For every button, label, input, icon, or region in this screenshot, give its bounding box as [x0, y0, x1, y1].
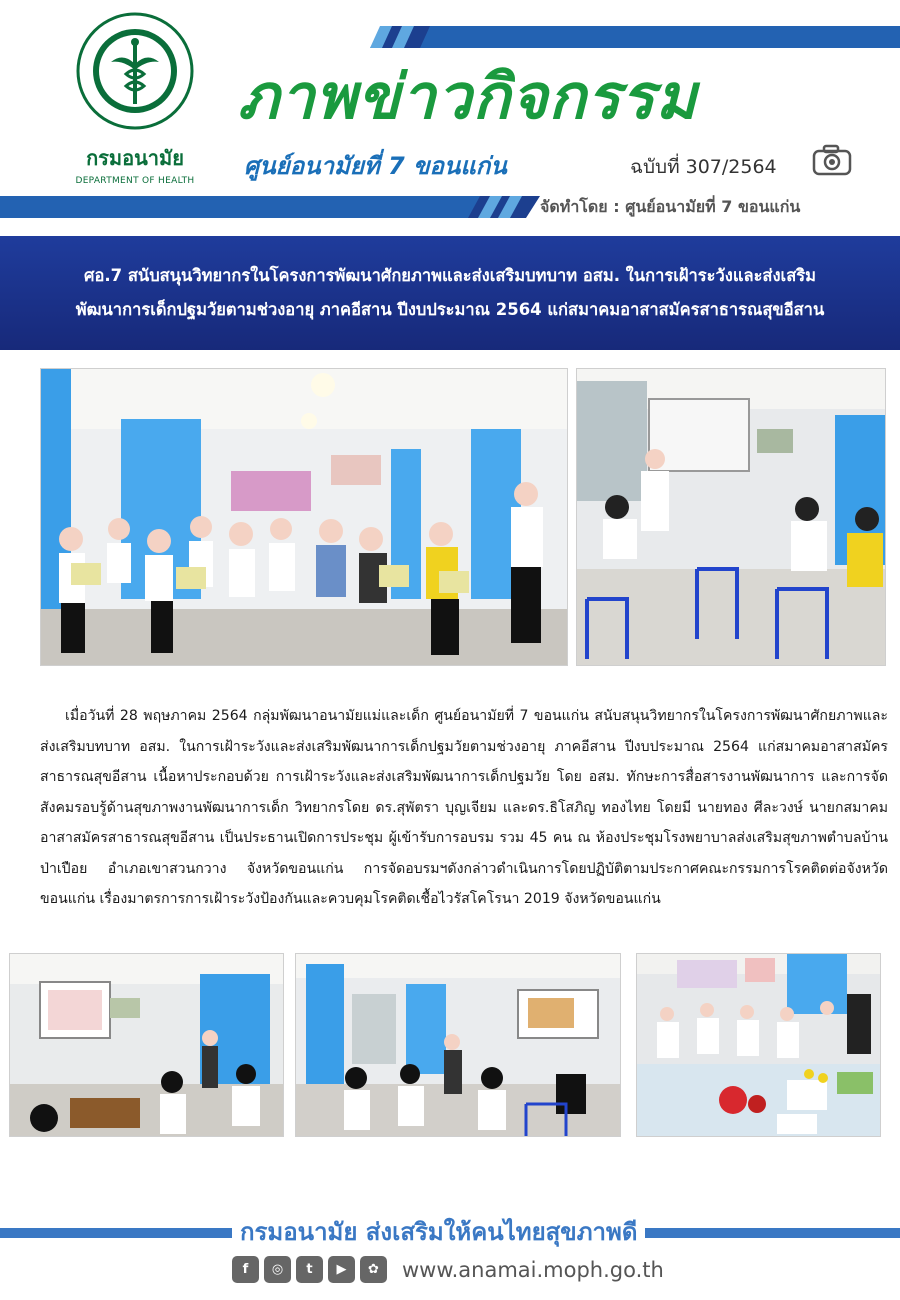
social-icons — [232, 1256, 387, 1283]
org-name-en: DEPARTMENT OF HEALTH — [75, 176, 195, 186]
activity-photo — [636, 953, 881, 1137]
ministry-logo — [60, 8, 210, 188]
web-icon[interactable]: ✿ — [360, 1256, 387, 1283]
center-name: ศูนย์อนามัยที่ 7 ขอนแก่น — [244, 152, 507, 180]
chat-icon[interactable]: ◎ — [264, 1256, 291, 1283]
camera-icon — [812, 144, 852, 176]
headline-banner — [0, 236, 900, 350]
headline-line-2: พัฒนาการเด็กปฐมวัยตามช่วงอายุ ภาคอีสาน ปีงบประมาณ 2564 แก่สมาคมอาสาสมัครสาธารณสุขอีสาน — [75, 300, 825, 319]
headline-text — [20, 259, 880, 327]
masthead-title: ภาพข่าวกิจกรรม — [238, 60, 698, 133]
twitter-icon[interactable]: t — [296, 1256, 323, 1283]
credit-line: จัดทำโดย : ศูนย์อนามัยที่ 7 ขอนแก่น — [540, 197, 801, 216]
header — [0, 0, 900, 235]
facebook-icon[interactable]: f — [232, 1256, 259, 1283]
headline-line-1: ศอ.7 สนับสนุนวิทยากรในโครงการพัฒนาศักยภาพและส่งเสริมบทบาท อสม. ในการเฝ้าระวังและส่งเสริม — [83, 266, 817, 285]
presentation-photo-1 — [9, 953, 284, 1137]
article-body: เมื่อวันที่ 28 พฤษภาคม 2564 กลุ่มพัฒนาอนามัยแม่และเด็ก ศูนย์อนามัยที่ 7 ขอนแก่น สนับสนุนวิทยากรในโครงการพัฒนาศักยภาพและส่งเสริมบทบาท อสม. ในการเฝ้าระวังและส่งเสริมพัฒนาการเด็กปฐมวัยตามช่วงอายุ ภาคอีสาน ปีงบประมาณ 2564 แก่สมาคมอาสาสมัครสาธารณสุขอีสาน เนื้อหาประกอบด้วย การเฝ้าระวังและส่งเสริมพัฒนาการเด็กปฐมวัย โดย อสม. ทักษะการสื่อสารงานพัฒนาการ และการจัดสังคมรอบรู้ด้านสุขภาพงานพัฒนาการเด็ก วิทยากรโดย ดร.สุพัตรา บุญเจียม และดร.ธิโสภิญ ทองไทย โดยมี นายทอง ศีละวงษ์ นายกสมาคมอาสาสมัครสาธารณสุขอีสาน เป็นประธานเปิดการประชุม ผู้เข้ารับการอบรม รวม 45 คน ณ ห้องประชุมโรงพยาบาลส่งเสริมสุขภาพตำบลบ้านป่าเปือย อำเภอเขาสวนกวาง จังหวัดขอนแก่น การจัดอบรมฯดังกล่าวดำเนินการโดยปฏิบัติตามประกาศคณะกรรมการโรคติดต่อจังหวัดขอนแก่น เรื่องมาตรการการเฝ้าระวังป้องกันและควบคุมโรคติดเชื้อไวรัสโคโรนา 2019 จังหวัดขอนแก่น — [40, 708, 888, 907]
issue-number: ฉบับที่ 307/2564 — [630, 156, 777, 178]
logo-emblem-icon — [76, 12, 194, 130]
decorative-stripe-top — [370, 26, 900, 48]
presentation-photo-2 — [295, 953, 621, 1137]
group-photo — [40, 368, 568, 666]
youtube-icon[interactable]: ▶ — [328, 1256, 355, 1283]
decorative-stripe-bottom — [0, 196, 540, 218]
lecture-photo — [576, 368, 886, 666]
website-link[interactable]: www.anamai.moph.go.th — [402, 1258, 664, 1282]
org-name-th: กรมอนามัย — [86, 146, 184, 170]
footer-slogan: กรมอนามัย ส่งเสริมให้คนไทยสุขภาพดี — [232, 1212, 645, 1251]
